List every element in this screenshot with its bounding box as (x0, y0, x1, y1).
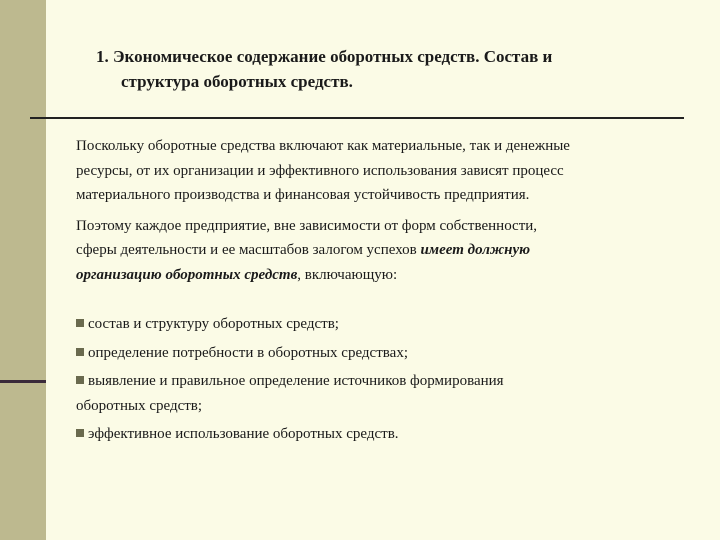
bullet-item (76, 369, 694, 418)
bullet-list (76, 312, 694, 451)
left-accent-band (0, 0, 46, 540)
slide-title-line-1: 1. Экономическое содержание оборотных средств. Состав и (96, 47, 553, 66)
paragraph-2-line-3 (76, 263, 694, 288)
square-bullet-icon (76, 429, 84, 437)
paragraph-2 (76, 214, 694, 288)
title-divider-rule (30, 117, 684, 119)
bullet-item (76, 312, 694, 337)
slide-title (96, 44, 696, 94)
bullet-item-3-line-1 (76, 369, 694, 394)
bullet-item-3-text-2: оборотных средств; (76, 397, 203, 414)
paragraph-1-line-1: Поскольку оборотные средства включают как материальные, так и денежные (76, 138, 570, 154)
paragraph-2-emphasis-1: имеет должную (420, 242, 531, 258)
bullet-item (76, 341, 694, 366)
left-band-divider (0, 380, 46, 383)
paragraph-1-line-3: материального производства и финансовая устойчивость предприятия. (76, 187, 530, 203)
square-bullet-icon (76, 348, 84, 356)
bullet-item-2-text: определение потребности в оборотных средствах; (88, 344, 408, 361)
paragraph-2-line-3-text: , включающую: (297, 266, 398, 283)
paragraph-2-line-2-text: сферы деятельности и ее масштабов залогом успехов (76, 242, 421, 258)
paragraph-2-line-1: Поэтому каждое предприятие, вне зависимости от форм собственности, (76, 217, 538, 234)
bullet-item-2-line-1 (76, 341, 694, 366)
square-bullet-icon (76, 319, 84, 327)
bullet-item-1-line-1 (76, 312, 694, 337)
paragraph-1-line-2: ресурсы, от их организации и эффективного использования зависят процесс (76, 162, 564, 179)
bullet-item-3-text-1: выявление и правильное определение источников формирования (88, 373, 504, 389)
bullet-item-4-text: эффективное использование оборотных средств. (88, 426, 399, 442)
bullet-item-4-line-1 (76, 422, 694, 447)
bullet-item-1-text: состав и структуру оборотных средств; (88, 316, 339, 332)
slide-body (76, 134, 694, 287)
paragraph-2-line-2 (76, 238, 694, 263)
paragraph-2-emphasis-2: организацию оборотных средств (76, 266, 298, 283)
paragraph-1 (76, 134, 694, 208)
bullet-item (76, 422, 694, 447)
square-bullet-icon (76, 376, 84, 384)
slide-title-line-2: структура оборотных средств. (121, 72, 353, 91)
